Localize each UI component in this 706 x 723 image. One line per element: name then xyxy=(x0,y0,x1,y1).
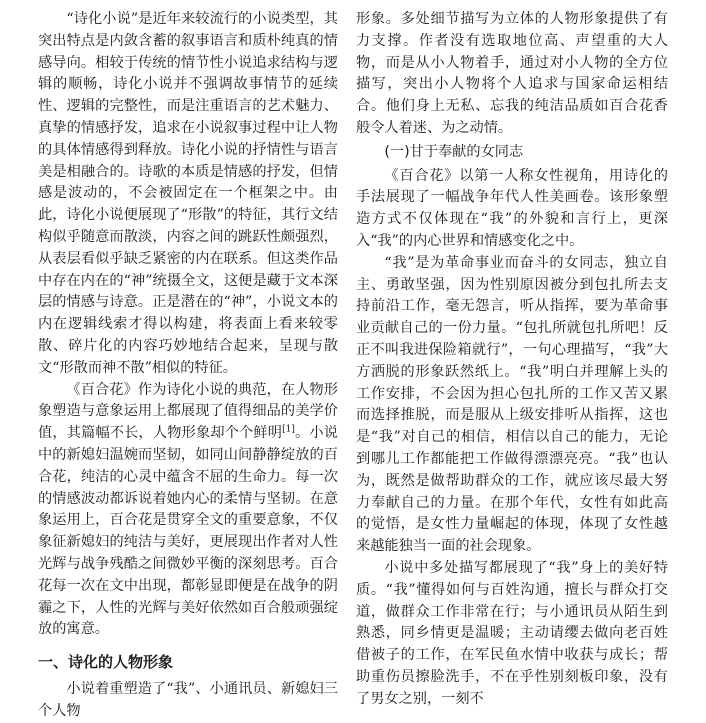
paragraph-characters-intro: 小说着重塑造了“我”、小通讯员、新媳妇三个人物 xyxy=(38,681,338,719)
left-column xyxy=(38,0,338,723)
paragraph-female-comrade: “我”是为革命事业而奋斗的女同志，独立自主、勇敢坚强，因为性别原因被分到包扎所去支持前沿工作，毫无怨言，听从指挥，要为革命事业贡献自己的一份力量。“包扎所就包扎所吧！反正不叫我进保险箱就行”，一句心理描写，“我”大方洒脱的形象跃然纸上。“我”明白并理解上头的工作安排，不会因为担心包扎所的工作又苦又累而选择推脱，而是服从上级安排听从指挥，这也是“我”对自己的相信，相信以自己的能力，无论到哪儿工作都能把工作做得漂漂亮亮。“我”也认为，既然是做帮助群众的工作，就应该尽最大努力奉献自己的力量。在那个年代，女性有如此高的觉悟，是女性力量崛起的体现，体现了女性越来越能独当一面的社会现象。 xyxy=(356,254,668,555)
paragraph-good-qualities: 小说中多处描写都展现了“我”身上的美好特质。“我”懂得如何与百姓沟通，擅长与群众打交道，做群众工作非常在行；与小通讯员从陌生到熟悉，同乡情更是温暖；主动请缨去做向老百姓借被子的工作，在军民鱼水情中收获与成长；帮助重伤员擦脸洗手，不在乎性别刻板印象，没有了男女之别，一刻不 xyxy=(356,559,668,707)
right-column xyxy=(356,0,668,711)
citation-ref: [1] xyxy=(282,424,295,435)
paragraph-lily-exemplar xyxy=(38,380,338,642)
paragraph-characters-continued: 形象。多处细节描写为立体的人物形象提供了有力支撑。作者没有选取地位高、声望重的大人物，而是从小人物着手，通过对小人物的全方位描写，突出小人物将个人追求与国家命运相结合。他们身上无私、忘我的纯洁品质如百合花香般令人着迷、为之动情。 xyxy=(356,11,668,136)
paragraph-lily-text-a: 《百合花》作为诗化小说的典范，在人物形象塑造与意象运用上都展现了值得细品的美学价值，其篇幅不长，人物形象却个个鲜明 xyxy=(38,381,338,442)
paragraph-poetic-novel-definition: “诗化小说”是近年来较流行的小说类型，其突出特点是内敛含蓄的叙事语言和质朴纯真的情感导向。相较于传统的情节性小说追求结构与逻辑的顺畅，诗化小说并不强调故事情节的延续性、逻辑的完整性，而是注重语言的艺术魅力、真挚的情感抒发，追求在小说叙事过程中让人物的具体情感得到释放。诗化小说的抒情性与语言美是相融合的。诗歌的本质是情感的抒发，但情感是波动的，不会被固定在一个框架之中。由此，诗化小说便展现了“形散”的特征，其行文结构似乎随意而散淡，内容之间的跳跃性颇强烈，从表层看似乎缺乏紧密的内在联系。但这类作品中存在内在的“神”统摄全文，这便是藏于文本深层的情感与诗意。正是潜在的“神”，小说文本的内在逻辑线索才得以构建，将表面上看来较零散、碎片化的内容巧妙地结合起来，呈现与散文“形散而神不散”相似的特征。 xyxy=(38,11,338,376)
paragraph-lily-text-b: 。小说中的新媳妇温婉而坚韧，如同山间静静绽放的百合花，纯洁的心灵中蕴含不屈的生命力。每一次的情感波动都诉说着她内心的柔情与坚韧。在意象运用上，百合花是贯穿全文的重要意象，不仅象征新媳妇的纯洁与美好，更展现出作者对人性光辉与战争残酷之间微妙平衡的深刻思考。百合花每一次在文中出现，都彰显即便是在战争的阴霾之下，人性的光辉与美好依然如百合般顽强绽放的寓意。 xyxy=(38,425,338,638)
paragraph-first-person-view: 《百合花》以第一人称女性视角，用诗化的手法展现了一幅战争年代人性美画卷。该形象塑造方式不仅体现在“我”的外貌和言行上，更深入“我”的内心世界和情感变化之中。 xyxy=(356,167,668,249)
section-heading: 一、诗化的人物形象 xyxy=(38,653,174,672)
subsection-heading: (一)甘于奉献的女同志 xyxy=(384,143,524,160)
